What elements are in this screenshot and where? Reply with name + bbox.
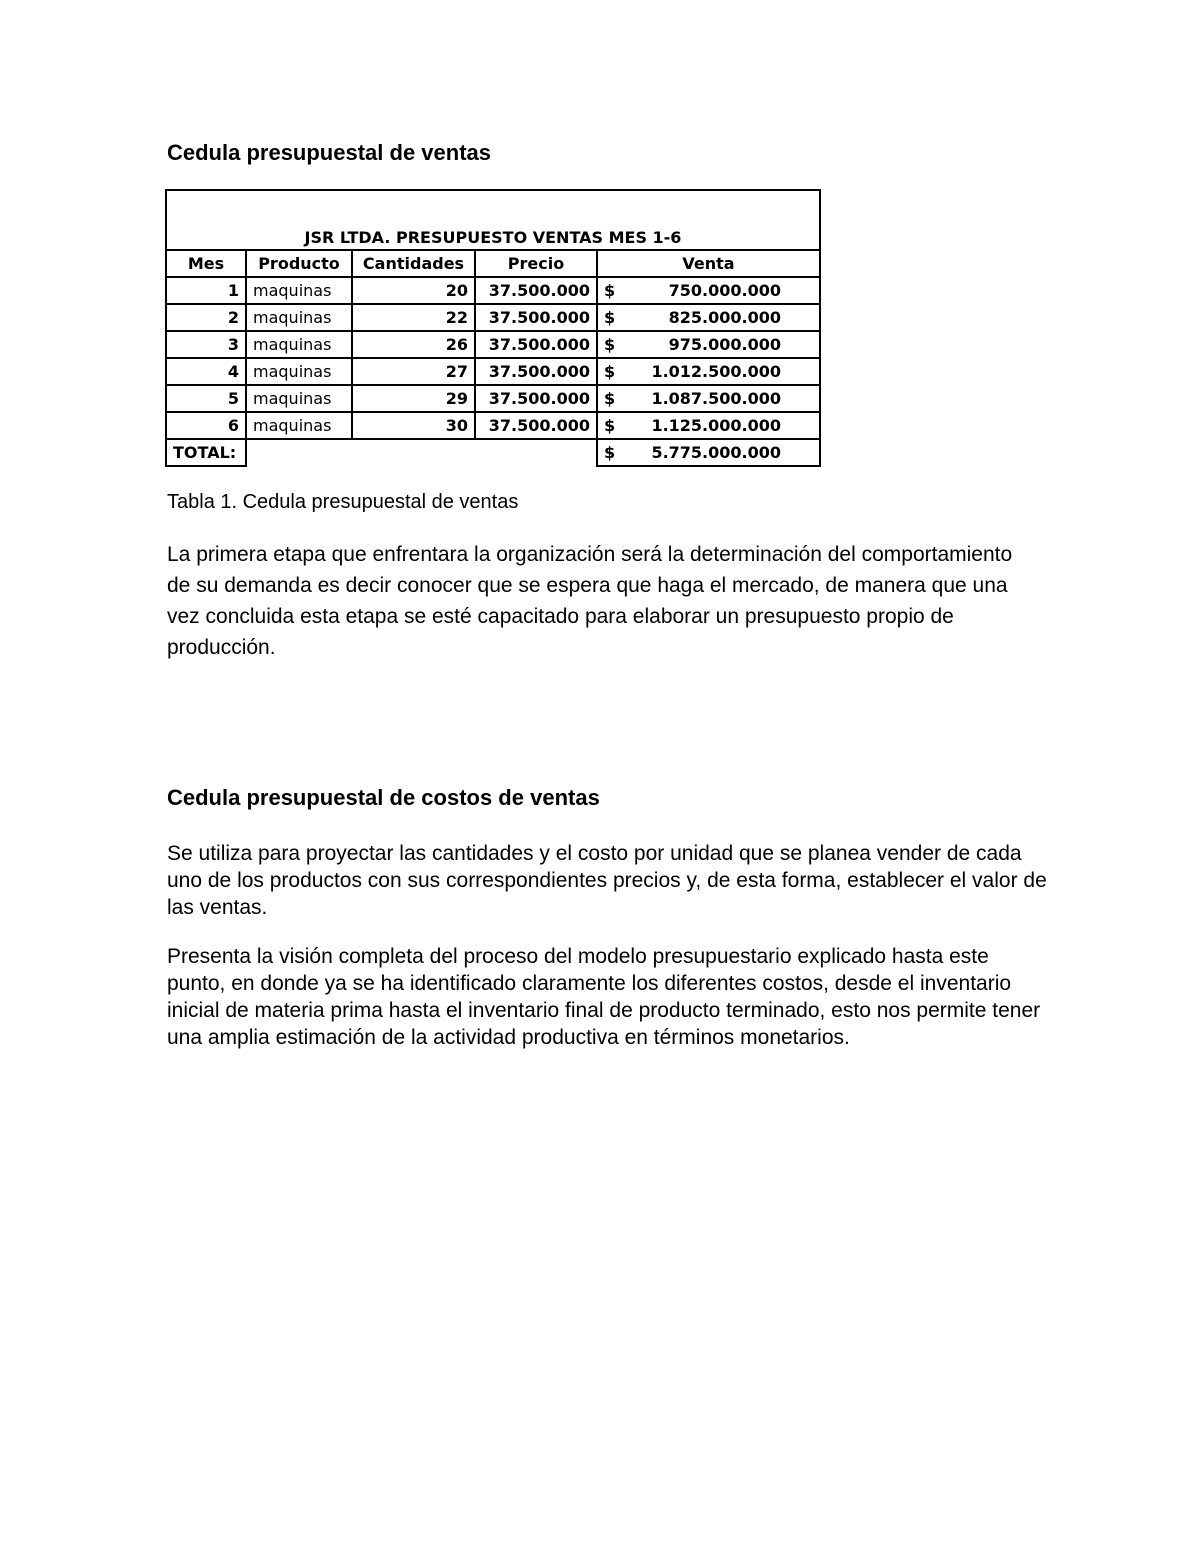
section-title-sales-budget: Cedula presupuestal de ventas (167, 140, 491, 165)
cell-mes: 5 (166, 385, 246, 412)
header-mes: Mes (166, 250, 246, 277)
cell-venta-currency: $ (604, 335, 616, 354)
header-producto: Producto (246, 250, 352, 277)
cell-venta-value: 1.087.500.000 (651, 389, 781, 408)
cell-cantidad: 20 (352, 277, 475, 304)
cell-venta (597, 358, 820, 385)
cell-venta (597, 331, 820, 358)
table-title: JSR LTDA. PRESUPUESTO VENTAS MES 1-6 (166, 190, 820, 250)
cell-venta-value: 750.000.000 (668, 281, 781, 300)
table-row (166, 331, 820, 358)
cell-venta (597, 304, 820, 331)
cell-venta-value: 975.000.000 (668, 335, 781, 354)
cell-mes: 6 (166, 412, 246, 439)
cell-venta-currency: $ (604, 362, 616, 381)
cell-producto: maquinas (246, 358, 352, 385)
cell-cantidad: 30 (352, 412, 475, 439)
table-row (166, 304, 820, 331)
cell-precio: 37.500.000 (475, 304, 597, 331)
cell-mes: 3 (166, 331, 246, 358)
cell-precio: 37.500.000 (475, 385, 597, 412)
cell-mes: 1 (166, 277, 246, 304)
total-label: TOTAL: (166, 439, 246, 466)
cell-mes: 2 (166, 304, 246, 331)
cell-producto: maquinas (246, 331, 352, 358)
cell-cantidad: 29 (352, 385, 475, 412)
cell-venta (597, 412, 820, 439)
cell-venta-value: 825.000.000 (668, 308, 781, 327)
paragraph-projection: Se utiliza para proyectar las cantidades y el costo por unidad que se planea vender de cada uno de los productos con sus correspondientes precios y, de esta forma, establecer el valor de las ventas. (167, 842, 1047, 919)
cell-cantidad: 26 (352, 331, 475, 358)
cell-venta (597, 277, 820, 304)
cell-mes: 4 (166, 358, 246, 385)
total-value-cell (597, 439, 820, 466)
cell-venta-value: 1.125.000.000 (651, 416, 781, 435)
cell-venta-currency: $ (604, 389, 616, 408)
cell-venta-currency: $ (604, 416, 616, 435)
cell-precio: 37.500.000 (475, 277, 597, 304)
cell-precio: 37.500.000 (475, 412, 597, 439)
paragraph-demand: La primera etapa que enfrentara la organización será la determinación del comportamiento de su demanda es decir conocer que se espera que haga el mercado, de manera que una vez concluida esta etapa se esté capacitado para elaborar un presupuesto propio de producción. (167, 543, 1013, 659)
cell-venta-currency: $ (604, 281, 616, 300)
cell-cantidad: 27 (352, 358, 475, 385)
section-title-cost-of-sales: Cedula presupuestal de costos de ventas (167, 785, 600, 810)
header-cantidades: Cantidades (352, 250, 475, 277)
cell-producto: maquinas (246, 385, 352, 412)
cell-venta-currency: $ (604, 308, 616, 327)
cell-producto: maquinas (246, 304, 352, 331)
cell-precio: 37.500.000 (475, 331, 597, 358)
header-venta: Venta (597, 250, 820, 277)
table-header-row (166, 250, 820, 277)
cell-producto: maquinas (246, 277, 352, 304)
cell-venta (597, 385, 820, 412)
total-value: 5.775.000.000 (651, 443, 781, 462)
total-row (166, 439, 820, 466)
cell-venta-value: 1.012.500.000 (651, 362, 781, 381)
cell-producto: maquinas (246, 412, 352, 439)
table-caption: Tabla 1. Cedula presupuestal de ventas (167, 491, 519, 513)
paragraph-vision: Presenta la visión completa del proceso del modelo presupuestario explicado hasta este punto, en donde ya se ha identificado claramente los diferentes costos, desde el inventario inicial de materia prima hasta el inventario final de producto terminado, esto nos permite tener una amplia estimación de la actividad productiva en términos monetarios. (167, 945, 1041, 1049)
table-row (166, 385, 820, 412)
table-row (166, 358, 820, 385)
table-row (166, 277, 820, 304)
table-row (166, 412, 820, 439)
cell-cantidad: 22 (352, 304, 475, 331)
sales-budget-table (165, 189, 821, 467)
total-spacer (246, 439, 597, 466)
header-precio: Precio (475, 250, 597, 277)
total-currency: $ (604, 443, 616, 462)
cell-precio: 37.500.000 (475, 358, 597, 385)
